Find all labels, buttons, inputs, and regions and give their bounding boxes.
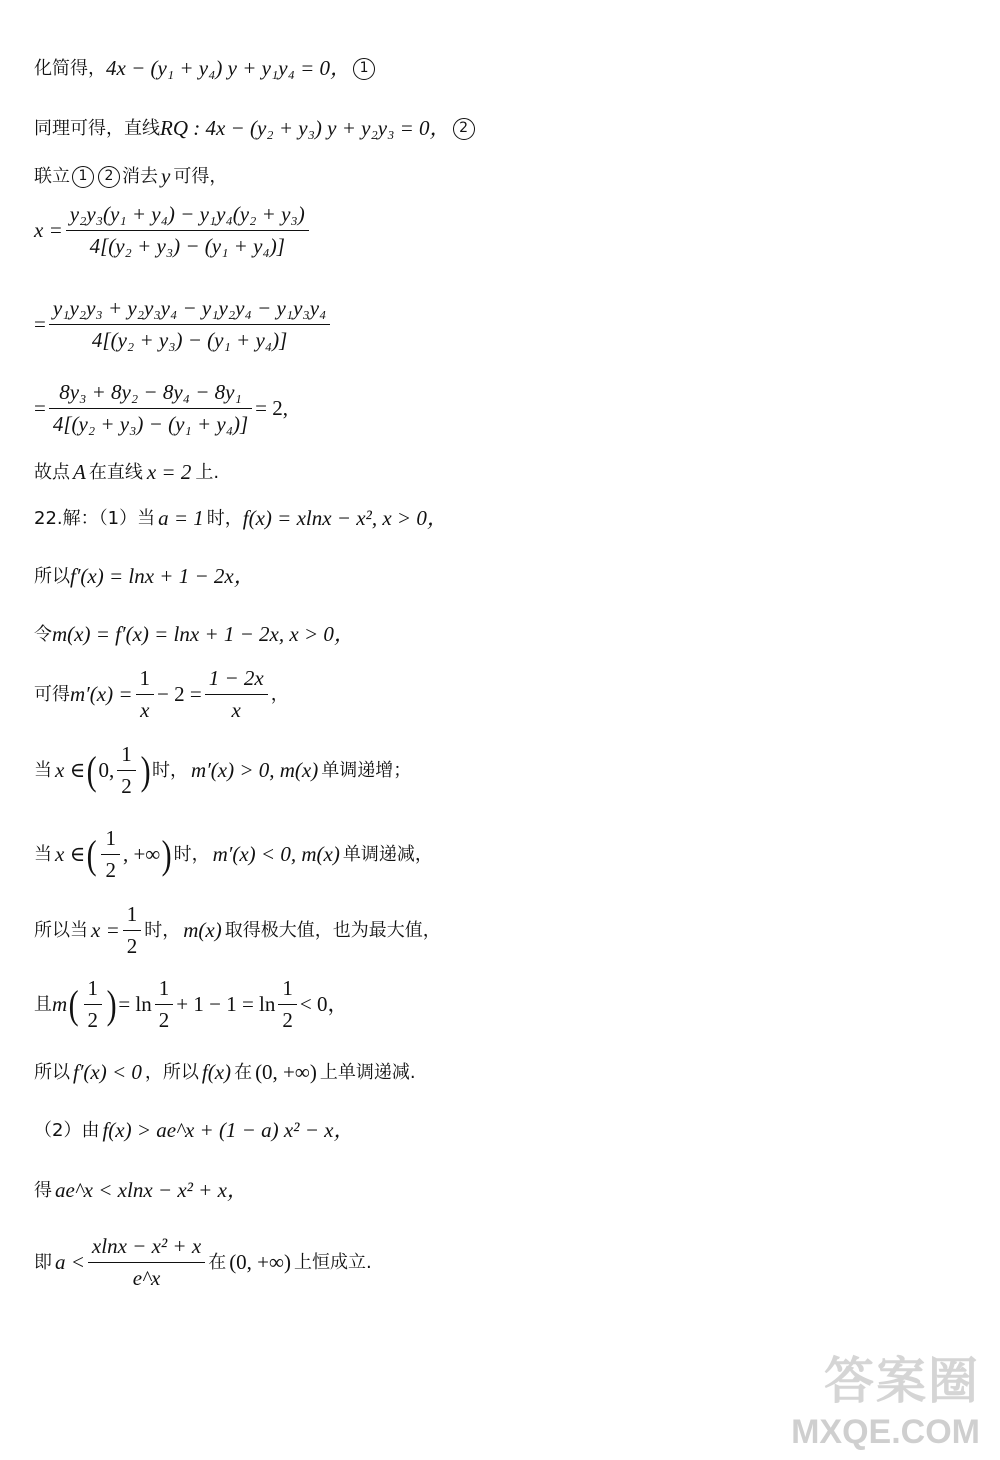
equation: m(x) bbox=[183, 918, 222, 943]
line-conclusion bbox=[34, 460, 219, 485]
variable: A bbox=[73, 460, 86, 484]
denominator: 2 bbox=[105, 858, 116, 883]
right-paren: ) bbox=[106, 981, 117, 1027]
rhs: = 2, bbox=[255, 396, 289, 421]
fraction bbox=[88, 1234, 205, 1291]
denominator: 2 bbox=[126, 934, 138, 959]
equation: m′(x) = bbox=[70, 682, 133, 707]
fraction bbox=[123, 902, 142, 959]
watermark-site: MXQE.COM bbox=[791, 1413, 980, 1451]
text: 在 bbox=[234, 1061, 253, 1083]
lhs: = bbox=[34, 396, 46, 421]
text: 消去 bbox=[122, 165, 158, 187]
text: 当 bbox=[34, 759, 52, 781]
equation: ae^x < xlnx − x² + x， bbox=[55, 1178, 248, 1202]
text: 单调递增； bbox=[321, 759, 412, 781]
denominator: 2 bbox=[158, 1008, 170, 1033]
fraction bbox=[49, 296, 330, 353]
text: 可得， bbox=[173, 165, 228, 187]
numerator: 8y₃ + 8y₂ − 8y₄ − 8y₁ bbox=[59, 380, 242, 404]
equation: a < bbox=[55, 1250, 85, 1275]
fraction-equation-1 bbox=[34, 202, 312, 259]
text: 在直线 bbox=[88, 461, 143, 483]
equation: x ∈ bbox=[55, 842, 86, 867]
text: 所以当 bbox=[34, 919, 88, 941]
line-decreasing bbox=[34, 826, 433, 883]
equation: − 2 = bbox=[157, 682, 202, 707]
fraction bbox=[101, 826, 120, 883]
text: 故点 bbox=[34, 461, 70, 483]
circled-number: 1 bbox=[72, 166, 94, 188]
numerator: 1 bbox=[158, 976, 170, 1000]
line-derivative bbox=[34, 564, 255, 589]
numerator: xlnx − x² + x bbox=[91, 1234, 202, 1258]
equation: x ∈ bbox=[55, 758, 86, 783]
line-combine bbox=[34, 164, 227, 189]
right-paren: ) bbox=[161, 831, 172, 877]
equation: m′(x) > 0, m(x) bbox=[191, 758, 319, 783]
denominator: 4[(y₂ + y₃) − (y₁ + y₄)] bbox=[89, 234, 285, 259]
equation: + 1 − 1 = ln bbox=[176, 992, 276, 1017]
fraction bbox=[117, 742, 136, 799]
line-inequality bbox=[34, 1234, 372, 1291]
line-simplify bbox=[34, 56, 377, 81]
circled-number: 2 bbox=[453, 118, 475, 140]
numerator: y₂y₃(y₁ + y₄) − y₁y₄(y₂ + y₃) bbox=[69, 202, 305, 226]
line-max-value bbox=[34, 902, 441, 959]
equation: m′(x) < 0, m(x) bbox=[212, 842, 340, 867]
fraction bbox=[205, 666, 268, 723]
lhs: x = bbox=[34, 218, 63, 243]
left-paren: ( bbox=[86, 747, 97, 793]
numerator: 1 bbox=[139, 666, 150, 690]
text: 在 bbox=[208, 1251, 227, 1273]
equation: < 0， bbox=[299, 992, 349, 1017]
equation: x = bbox=[91, 918, 120, 943]
line-derive bbox=[34, 1178, 248, 1203]
text: ， bbox=[270, 683, 289, 705]
equation: f′(x) = lnx + 1 − 2x， bbox=[70, 564, 255, 588]
circled-number: 2 bbox=[98, 166, 120, 188]
text: 当 bbox=[34, 843, 52, 865]
equation: a = 1 bbox=[158, 506, 204, 530]
fraction bbox=[66, 202, 309, 259]
text: 22.解：（1）当 bbox=[34, 507, 156, 529]
fraction-equation-2 bbox=[34, 296, 333, 353]
text: 时， bbox=[144, 919, 181, 941]
numerator: 1 bbox=[105, 826, 116, 850]
text: 上恒成立. bbox=[294, 1251, 372, 1273]
equation: f(x) = xlnx − x², x > 0， bbox=[242, 506, 448, 530]
text: 所以 bbox=[34, 1061, 70, 1083]
left-paren: ( bbox=[86, 831, 97, 877]
text: 同理可得，直线 bbox=[34, 117, 160, 139]
text: 化简得， bbox=[34, 57, 106, 79]
denominator: 2 bbox=[121, 774, 132, 799]
numerator: 1 − 2x bbox=[208, 666, 264, 690]
equation: (0, +∞) bbox=[229, 1250, 291, 1275]
text: 联立 bbox=[34, 165, 70, 187]
watermark bbox=[791, 1341, 980, 1452]
denominator: e^x bbox=[132, 1266, 161, 1291]
line-part-2 bbox=[34, 1118, 354, 1143]
fraction bbox=[278, 976, 297, 1033]
circled-number: 1 bbox=[353, 58, 375, 80]
text: 时， bbox=[152, 759, 189, 781]
numerator: y₁y₂y₃ + y₂y₃y₄ − y₁y₂y₄ − y₁y₃y₄ bbox=[52, 296, 327, 320]
text: 所以 bbox=[34, 565, 70, 587]
line-m-half bbox=[34, 976, 348, 1033]
text: （2）由 bbox=[34, 1119, 100, 1141]
variable: y bbox=[161, 164, 171, 188]
denominator: 2 bbox=[282, 1008, 293, 1033]
lhs: = bbox=[34, 312, 46, 337]
text: 可得 bbox=[34, 683, 70, 705]
text: 单调递减， bbox=[342, 843, 433, 865]
denominator: 4[(y₂ + y₃) − (y₁ + y₄)] bbox=[52, 412, 249, 437]
line-similarly bbox=[34, 116, 477, 141]
equation: f′(x) < 0 bbox=[73, 1060, 142, 1084]
fraction bbox=[136, 666, 155, 723]
text: 时， bbox=[206, 507, 243, 529]
text: 上. bbox=[195, 461, 220, 483]
text: 上单调递减. bbox=[319, 1061, 416, 1083]
fraction-equation-3 bbox=[34, 380, 288, 437]
text: 时， bbox=[173, 843, 210, 865]
denominator: 4[(y₂ + y₃) − (y₁ + y₄)] bbox=[91, 328, 288, 353]
equation: m(x) = f′(x) = lnx + 1 − 2x, x > 0， bbox=[52, 622, 355, 646]
text: 得 bbox=[34, 1179, 52, 1201]
text: 取得极大值，也为最大值， bbox=[224, 919, 441, 941]
denominator: x bbox=[231, 698, 241, 723]
equation: x = 2 bbox=[146, 460, 192, 484]
watermark-logo: 答案圈 bbox=[824, 1352, 980, 1410]
line-let-m bbox=[34, 622, 355, 647]
equation-1: 4x − (y₁ + y₄) y + y₁y₄ = 0， bbox=[106, 56, 352, 80]
equation: (0, +∞) bbox=[255, 1060, 317, 1084]
numerator: 1 bbox=[87, 976, 98, 1000]
fraction bbox=[84, 976, 103, 1033]
equation: f(x) > ae^x + (1 − a) x² − x， bbox=[102, 1118, 355, 1142]
numerator: 1 bbox=[121, 742, 132, 766]
left-paren: ( bbox=[68, 981, 79, 1027]
text: 且 bbox=[34, 993, 52, 1015]
equation: m bbox=[52, 992, 68, 1017]
numerator: 1 bbox=[282, 976, 293, 1000]
equation: = ln bbox=[118, 992, 152, 1017]
line-increasing bbox=[34, 742, 411, 799]
fraction bbox=[155, 976, 174, 1033]
numerator: 1 bbox=[126, 902, 138, 926]
right-paren: ) bbox=[140, 747, 151, 793]
line-f-decreasing bbox=[34, 1060, 416, 1085]
text: 令 bbox=[34, 623, 52, 645]
equation: , +∞ bbox=[122, 842, 161, 867]
equation-2: RQ : 4x − (y₂ + y₃) y + y₂y₃ = 0， bbox=[160, 116, 451, 140]
denominator: x bbox=[140, 698, 150, 723]
equation: f(x) bbox=[201, 1060, 232, 1084]
fraction bbox=[49, 380, 252, 437]
problem-22-heading bbox=[34, 506, 448, 531]
text: ，所以 bbox=[144, 1061, 199, 1083]
denominator: 2 bbox=[87, 1008, 98, 1033]
text: 即 bbox=[34, 1251, 52, 1273]
equation: 0, bbox=[98, 758, 115, 783]
line-m-prime bbox=[34, 666, 289, 723]
